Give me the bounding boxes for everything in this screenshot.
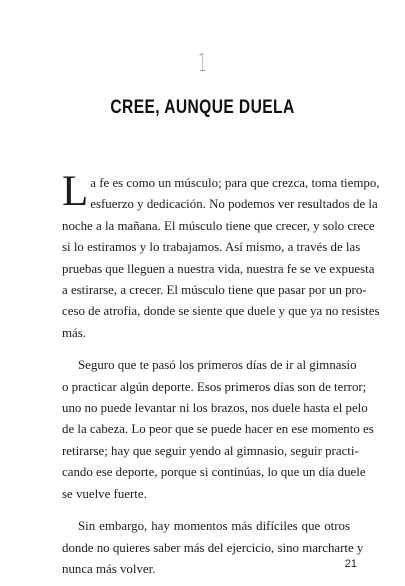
text-line: pruebas que lleguen a nuestra vida, nuestra fe se ve expuesta bbox=[62, 261, 375, 276]
text-line: más. bbox=[62, 325, 86, 340]
chapter-number: 1 bbox=[198, 48, 207, 77]
text-line: nunca más volver. bbox=[62, 561, 156, 576]
text-line: noche a la mañana. El músculo tiene que crecer, y solo crece bbox=[62, 218, 375, 233]
drop-cap: L bbox=[62, 168, 89, 215]
chapter-title: CREE, AUNQUE DUELA bbox=[110, 97, 295, 118]
text-line: donde no quieres saber más del ejercicio, sino marcharte y bbox=[62, 540, 364, 555]
text-line: esfuerzo y dedicación. No podemos ver resultados de la bbox=[90, 197, 378, 212]
text-line: Seguro que te pasó los primeros días de ir al gimnasio bbox=[78, 358, 357, 373]
text-line: se vuelve fuerte. bbox=[62, 486, 147, 501]
text-line: ceso de atrofia, donde se siente que duele y que ya no resistes bbox=[62, 304, 380, 319]
text-line: Sin embargo, hay momentos más difíciles que otros bbox=[78, 519, 350, 534]
text-line: uno no puede levantar ni los brazos, nos duele hasta el pelo bbox=[62, 401, 368, 416]
text-line: retirarse; hay que seguir yendo al gimnasio, seguir practi- bbox=[62, 443, 359, 458]
page-number: 21 bbox=[344, 558, 357, 570]
paragraph-1 bbox=[62, 168, 380, 344]
text-line: o practicar algún deporte. Esos primeros días son de terror; bbox=[62, 379, 367, 394]
text-line: a estirarse, a crecer. El músculo tiene que pasar por un pro- bbox=[62, 283, 367, 298]
text-line: a fe es como un músculo; para que crezca, toma tiempo, bbox=[90, 176, 380, 190]
paragraph-2 bbox=[62, 355, 374, 505]
text-line: de la cabeza. Lo peor que se puede hacer en ese momento es bbox=[62, 422, 374, 437]
text-line: si lo estiramos y lo trabajamos. Así mismo, a través de las bbox=[62, 240, 361, 255]
text-line: cando ese deporte, porque si continúas, lo que un día duele bbox=[62, 465, 366, 480]
